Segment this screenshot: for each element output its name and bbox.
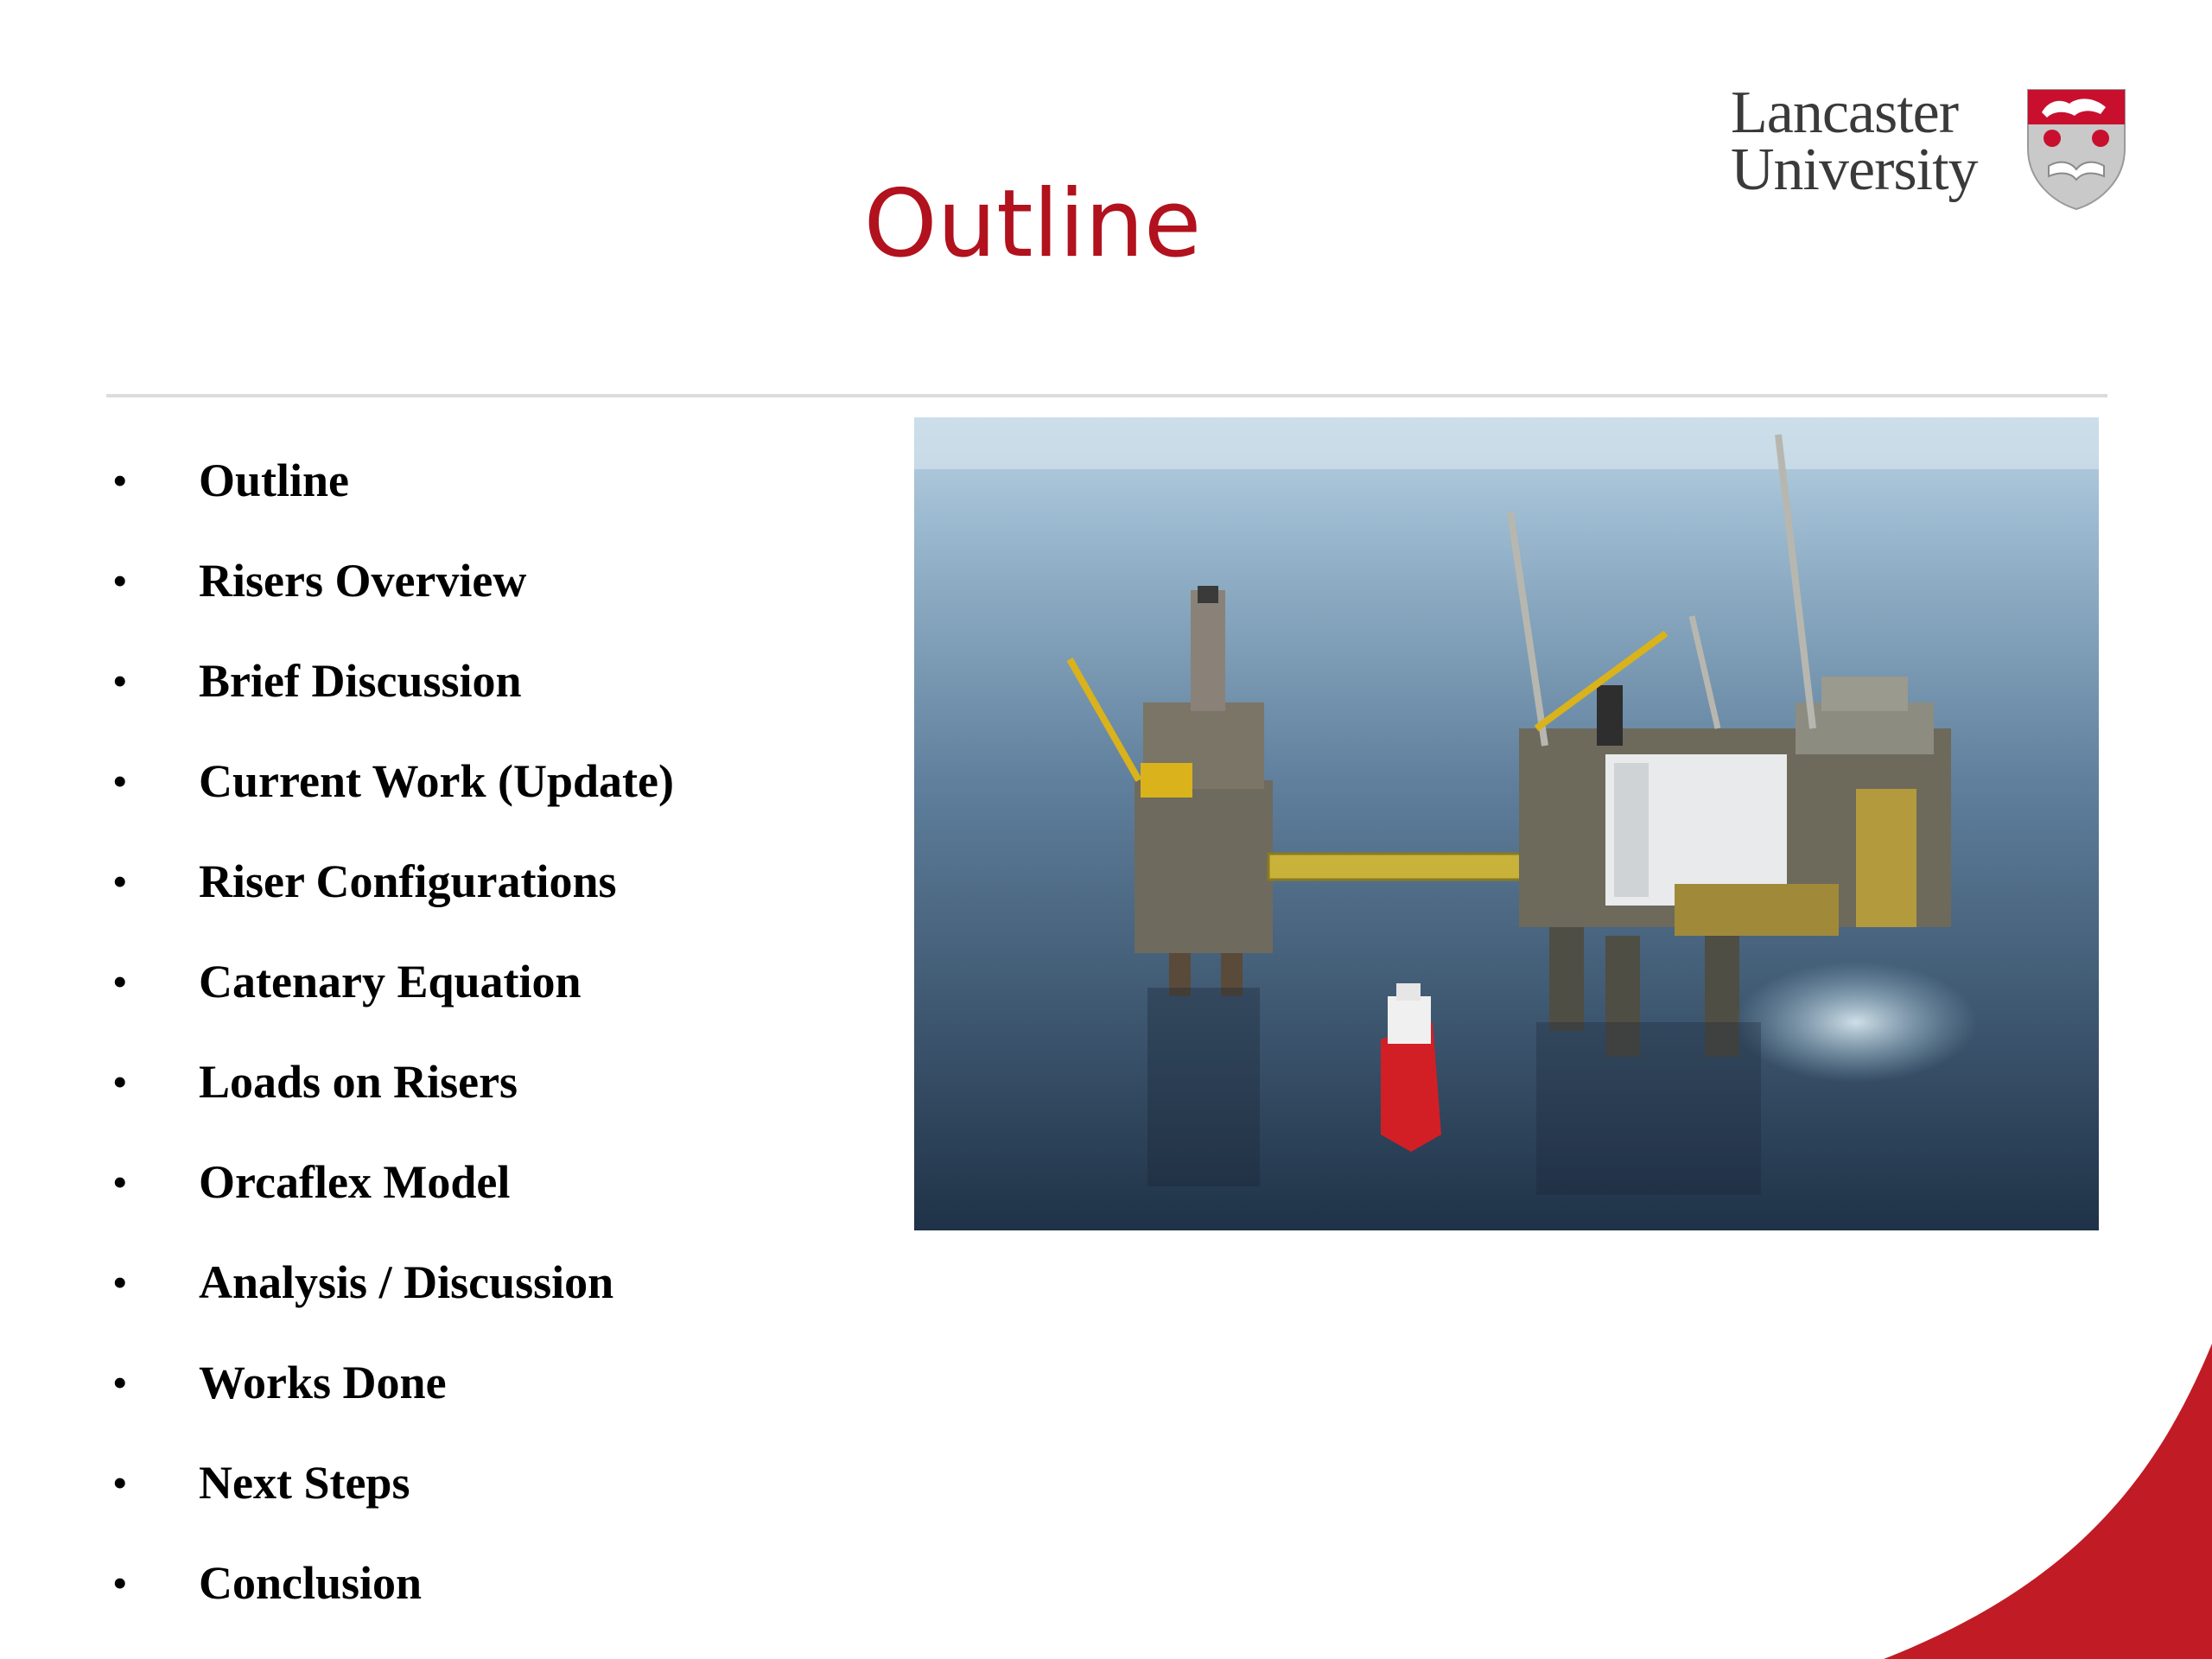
list-item-label: Next Steps bbox=[199, 1457, 410, 1509]
list-item-label: Outline bbox=[199, 454, 350, 506]
list-item bbox=[112, 731, 674, 831]
bullet-icon: • bbox=[112, 1559, 128, 1607]
logo-wordmark bbox=[1731, 79, 1978, 203]
bullet-icon: • bbox=[112, 857, 128, 906]
list-item-label: Catenary Equation bbox=[199, 956, 582, 1007]
list-item bbox=[112, 1032, 674, 1132]
bullet-icon: • bbox=[112, 757, 128, 805]
university-logo bbox=[1731, 79, 2128, 214]
logo-line-1: Lancaster bbox=[1731, 79, 1959, 146]
list-item bbox=[112, 1332, 674, 1433]
list-item bbox=[112, 831, 674, 931]
list-item-label: Current Work (Update) bbox=[199, 755, 674, 807]
slide-title: Outline bbox=[863, 170, 1202, 278]
bullet-icon: • bbox=[112, 456, 128, 505]
title-divider bbox=[106, 394, 2107, 397]
outline-list bbox=[112, 430, 674, 1633]
crest-icon bbox=[2026, 88, 2126, 211]
list-item-label: Analysis / Discussion bbox=[199, 1256, 614, 1308]
list-item bbox=[112, 1533, 674, 1633]
list-item-label: Risers Overview bbox=[199, 555, 527, 607]
list-item bbox=[112, 1433, 674, 1533]
offshore-platform-photo bbox=[914, 417, 2099, 1230]
list-item bbox=[112, 430, 674, 531]
bullet-icon: • bbox=[112, 556, 128, 605]
list-item-label: Conclusion bbox=[199, 1557, 423, 1609]
list-item-label: Riser Configurations bbox=[199, 855, 617, 907]
list-item bbox=[112, 931, 674, 1032]
logo-line-2: University bbox=[1731, 137, 1978, 203]
bullet-icon: • bbox=[112, 1058, 128, 1106]
bullet-icon: • bbox=[112, 957, 128, 1006]
list-item bbox=[112, 1232, 674, 1332]
corner-swoosh bbox=[1884, 1313, 2212, 1659]
list-item bbox=[112, 631, 674, 731]
bullet-icon: • bbox=[112, 1158, 128, 1206]
list-item-label: Orcaflex Model bbox=[199, 1156, 511, 1208]
list-item bbox=[112, 1132, 674, 1232]
list-item-label: Brief Discussion bbox=[199, 655, 522, 707]
list-item-label: Works Done bbox=[199, 1357, 447, 1408]
bullet-icon: • bbox=[112, 1459, 128, 1507]
bullet-icon: • bbox=[112, 657, 128, 705]
bullet-icon: • bbox=[112, 1258, 128, 1306]
list-item-label: Loads on Risers bbox=[199, 1056, 518, 1108]
list-item bbox=[112, 531, 674, 631]
bullet-icon: • bbox=[112, 1358, 128, 1407]
